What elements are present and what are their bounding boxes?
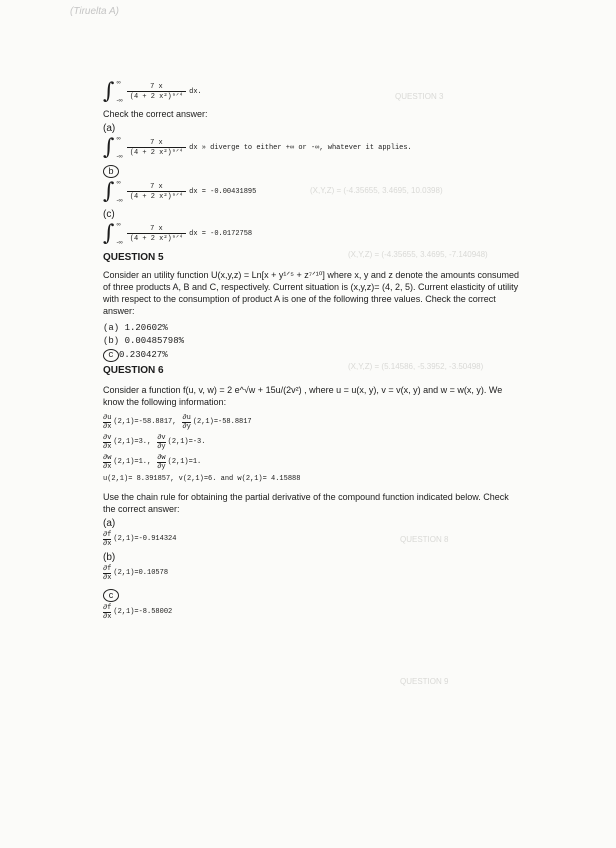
option-b[interactable]: (b) 0.00485798% [103,336,185,346]
handwritten-header: (Tiruelta A) [70,6,119,17]
option-label-c: (c) [103,209,115,220]
option-b-expression[interactable]: ∂f ∂x (2,1)=0.10578 [103,564,169,582]
partial-derivative-row: ∂w ∂x (2,1)=1., ∂w ∂y (2,1)=1. [103,453,202,471]
question-5-title: QUESTION 5 [103,252,164,263]
option-label-c: c [103,589,523,602]
question-content [103,78,523,622]
option-a[interactable]: (a) 1.20602% [103,323,168,333]
function-values: u(2,1)= 8.391857, v(2,1)=6. and w(2,1)= 4.15888 [103,475,301,483]
show-through-text: (X,Y,Z) = (-4.35655, 3.4695, -7.140948) [348,250,488,259]
partial-derivative-row: ∂u ∂x (2,1)=-58.8817, ∂u ∂y (2,1)=-58.8817 [103,413,252,431]
option-c-expression[interactable]: ∂f ∂x (2,1)=-8.58002 [103,603,173,621]
option-label-b: (b) [103,552,116,563]
option-label-b: b [103,165,523,178]
question-6-title: QUESTION 6 [103,365,164,376]
show-through-text: (X,Y,Z) = (5.14586, -5.3952, -3.50498) [348,362,484,371]
question-6-body: Consider a function f(u, v, w) = 2 e^√w + 15u/(2v²) , where u = u(x, y), v = v(x, y) and w = w(x, y). We know the following information: [103,385,503,407]
option-a-expression[interactable]: ∫ ∞ -∞ $\frac{7 x}{\text{(4 + 2 x²)⁹ᐟ⁴}}$ dx » diverge to either +∞ or -∞, whatever it applies. [103,135,412,160]
option-c-expression[interactable]: ∫ ∞ -∞ $\frac{7 x}{\text{(4 + 2 x²)⁹ᐟ⁴}}$ dx = -0.0172758 [103,221,253,246]
partial-derivative-row: ∂v ∂x (2,1)=3., ∂v ∂y (2,1)=-3. [103,433,206,451]
option-a-expression[interactable]: ∂f ∂x (2,1)=-0.914324 [103,530,177,548]
show-through-text: QUESTION 3 [395,92,444,101]
option-label-a: (a) [103,518,116,529]
show-through-text: (X,Y,Z) = (-4.35655, 3.4695, 10.0398) [310,186,443,195]
option-label-a: (a) [103,123,116,134]
show-through-text: QUESTION 9 [400,677,449,686]
show-through-text: QUESTION 8 [400,535,449,544]
check-answer-text: Check the correct answer: [103,109,208,119]
option-c[interactable]: c 0.230427% [103,349,523,362]
integral-expression: ∫ ∞ -∞ $\frac{7 x}{\text{(4 + 2 x²)⁹ᐟ⁴}}$ dx. [103,79,202,104]
question-6-instruction: Use the chain rule for obtaining the partial derivative of the compound function indicated below. Check the correct answer: [103,492,509,514]
question-5-body: Consider an utility function U(x,y,z) = Ln[x + y¹ᐟ⁵ + z⁷ᐟ¹⁰] where x, y and z denote the amounts consumed of three products A, B and C, respectively. Current situation is (x,y,z)= (4, 2, 5). Current elasticity of utility with respect to the consumption of product A is one of the following three values. Check the correct answer: [103,270,519,316]
option-b-expression[interactable]: ∫ ∞ -∞ $\frac{7 x}{\text{(4 + 2 x²)⁹ᐟ⁴}}$ dx = -0.00431895 [103,179,257,204]
